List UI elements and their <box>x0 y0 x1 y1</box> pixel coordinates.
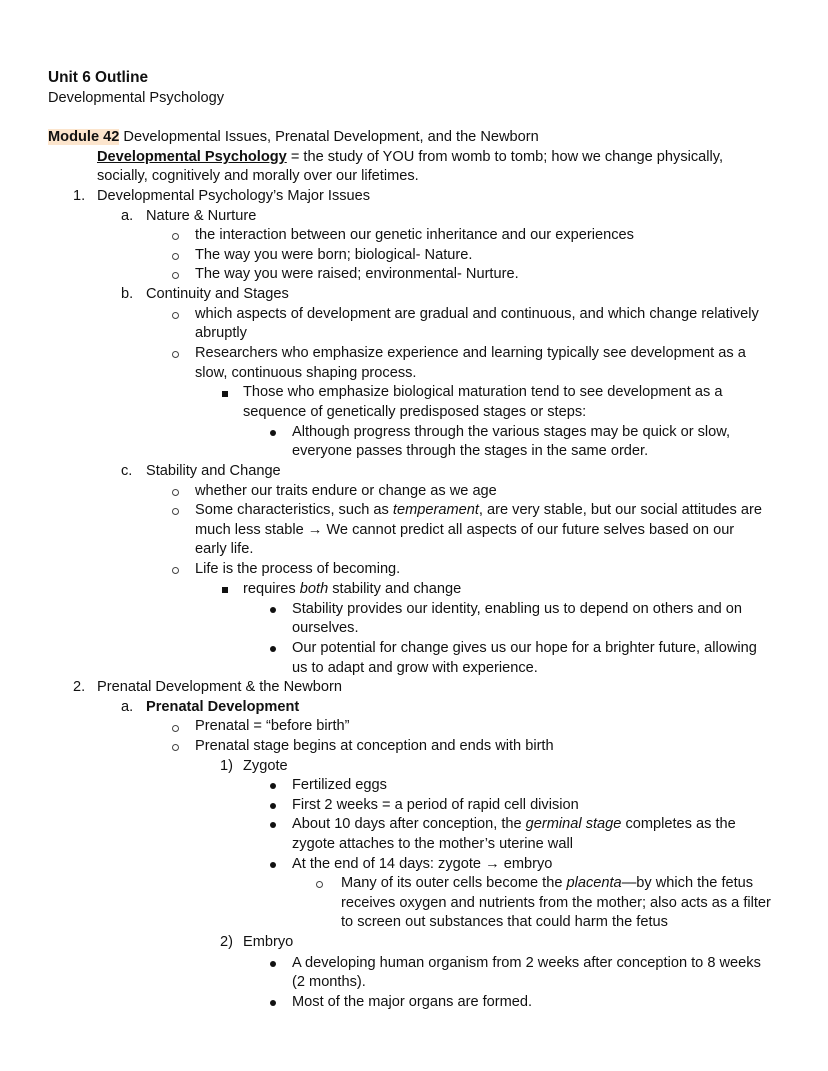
list-marker: b. <box>121 286 134 302</box>
list-item-continuation: ourselves. <box>292 620 359 636</box>
list-item: Life is the process of becoming. <box>195 561 401 577</box>
list-item-continuation: zygote attaches to the mother’s uterine wall <box>292 836 573 852</box>
document-title: Unit 6 Outline <box>48 69 149 86</box>
list-item-continuation: much less stable → We cannot predict all aspects of our future selves based on our <box>195 522 735 538</box>
list-item-continuation: us to adapt and grow with experience. <box>292 660 538 676</box>
text-run: requires <box>243 581 300 597</box>
list-marker: 1) <box>220 758 233 774</box>
list-item: whether our traits endure or change as we age <box>195 483 497 499</box>
disc-bullet-icon <box>270 862 276 868</box>
list-item: The way you were born; biological- Nature. <box>195 247 473 263</box>
list-item <box>243 580 461 600</box>
definition-line-2: socially, cognitively and morally over our lifetimes. <box>97 168 419 184</box>
square-bullet-icon <box>222 391 228 397</box>
list-marker: 2) <box>220 934 233 950</box>
hollow-bullet-icon <box>172 272 179 279</box>
disc-bullet-icon <box>270 803 276 809</box>
hollow-bullet-icon <box>172 567 179 574</box>
disc-bullet-icon <box>270 783 276 789</box>
hollow-bullet-icon <box>172 233 179 240</box>
section-2a-title: Prenatal Development <box>146 699 300 715</box>
section-1-title: Developmental Psychology’s Major Issues <box>97 188 371 204</box>
list-item: Prenatal = “before birth” <box>195 718 350 734</box>
list-marker: a. <box>121 208 134 224</box>
list-marker: 2. <box>73 679 86 695</box>
list-item <box>292 815 736 835</box>
list-item: Most of the major organs are formed. <box>292 994 533 1010</box>
section-2-title: Prenatal Development & the Newborn <box>97 679 342 695</box>
section-1c-title: Stability and Change <box>146 463 281 479</box>
section-1a-title: Nature & Nurture <box>146 208 257 224</box>
list-item-continuation: to screen out substances that could harm the fetus <box>341 914 668 930</box>
list-item: Although progress through the various stages may be quick or slow, <box>292 424 731 440</box>
emphasis-text: both <box>299 581 329 597</box>
list-item-continuation: receives oxygen and nutrients from the mother; also acts as a filter <box>341 895 771 911</box>
definition-line-1 <box>97 148 723 168</box>
text-run: —by which the fetus <box>621 875 754 891</box>
hollow-bullet-icon <box>172 725 179 732</box>
list-item: the interaction between our genetic inheritance and our experiences <box>195 227 634 243</box>
list-item <box>341 874 753 894</box>
emphasis-text: placenta <box>566 875 622 891</box>
list-item-continuation: early life. <box>195 541 254 557</box>
emphasis-text: temperament <box>392 502 479 518</box>
hollow-bullet-icon <box>172 489 179 496</box>
list-item-continuation: abruptly <box>195 325 247 341</box>
text-run: Some characteristics, such as <box>195 502 393 518</box>
hollow-bullet-icon <box>172 508 179 515</box>
list-item: Those who emphasize biological maturation tend to see development as a <box>243 384 723 400</box>
list-item: Stability provides our identity, enabling us to depend on others and on <box>292 601 743 617</box>
list-item: Researchers who emphasize experience and learning typically see development as a <box>195 345 746 361</box>
list-item <box>195 501 762 521</box>
disc-bullet-icon <box>270 607 276 613</box>
embryo-title: Embryo <box>243 934 294 950</box>
list-marker: c. <box>121 463 133 479</box>
list-item: which aspects of development are gradual and continuous, and which change relatively <box>195 306 759 322</box>
list-item-continuation: everyone passes through the stages in the same order. <box>292 443 649 459</box>
list-item: At the end of 14 days: zygote → embryo <box>292 856 553 872</box>
disc-bullet-icon <box>270 430 276 436</box>
list-item: Prenatal stage begins at conception and ends with birth <box>195 738 554 754</box>
module-label: Module 42 <box>48 129 120 145</box>
section-1b-title: Continuity and Stages <box>146 286 289 302</box>
module-heading <box>48 128 539 148</box>
disc-bullet-icon <box>270 822 276 828</box>
hollow-bullet-icon <box>172 253 179 260</box>
text-run: Many of its outer cells become the <box>341 875 567 891</box>
module-title: Developmental Issues, Prenatal Development, and the Newborn <box>119 129 539 145</box>
list-item: The way you were raised; environmental- Nurture. <box>195 266 519 282</box>
square-bullet-icon <box>222 587 228 593</box>
list-item: First 2 weeks = a period of rapid cell division <box>292 797 579 813</box>
hollow-bullet-icon <box>316 881 323 888</box>
text-run: , are very stable, but our social attitudes are <box>478 502 762 518</box>
disc-bullet-icon <box>270 1000 276 1006</box>
hollow-bullet-icon <box>172 351 179 358</box>
text-run: About 10 days after conception, the <box>292 816 526 832</box>
text-run: stability and change <box>328 581 462 597</box>
list-marker: 1. <box>73 188 86 204</box>
list-item-continuation: slow, continuous shaping process. <box>195 365 417 381</box>
list-marker: a. <box>121 699 134 715</box>
disc-bullet-icon <box>270 961 276 967</box>
list-item-continuation: sequence of genetically predisposed stages or steps: <box>243 404 587 420</box>
disc-bullet-icon <box>270 646 276 652</box>
emphasis-text: germinal stage <box>525 816 622 832</box>
text-run: completes as the <box>621 816 736 832</box>
list-item-continuation: (2 months). <box>292 974 366 990</box>
list-item: Our potential for change gives us our hope for a brighter future, allowing <box>292 640 757 656</box>
list-item: A developing human organism from 2 weeks after conception to 8 weeks <box>292 955 761 971</box>
hollow-bullet-icon <box>172 744 179 751</box>
definition-term: Developmental Psychology <box>97 149 287 165</box>
document-subtitle: Developmental Psychology <box>48 90 225 106</box>
definition-text: = the study of YOU from womb to tomb; how we change physically, <box>286 149 724 165</box>
zygote-title: Zygote <box>243 758 288 774</box>
hollow-bullet-icon <box>172 312 179 319</box>
list-item: Fertilized eggs <box>292 777 387 793</box>
